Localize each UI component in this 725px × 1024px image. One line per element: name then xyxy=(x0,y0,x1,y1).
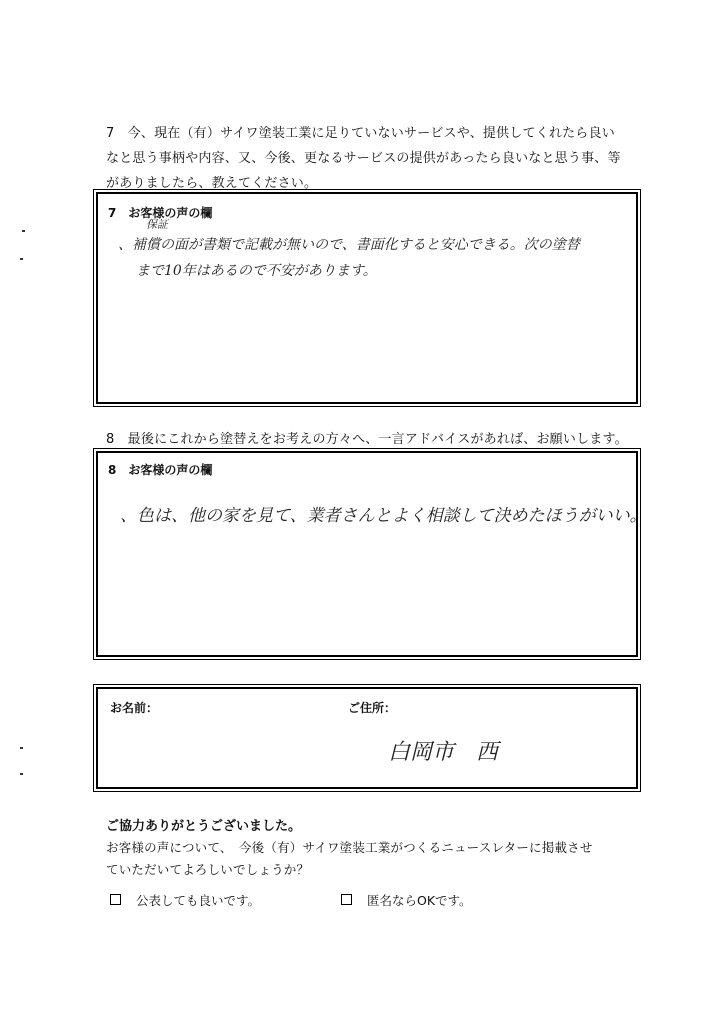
consent-question-line1: お客様の声について、 今後（有）サイワ塗装工業がつくるニュースレターに掲載させ xyxy=(106,840,593,855)
public-ok-checkbox[interactable] xyxy=(110,894,121,905)
consent-question-line2: ていただいてよろしいでしょうか？ xyxy=(106,862,310,877)
q7-box-label: 7 お客様の声の欄 xyxy=(108,206,213,220)
q8-question: 8 最後にこれから塗替えをお考えの方々へ、一言アドバイスがあれば、お願いします。 xyxy=(106,432,628,447)
name-label: お名前： xyxy=(110,701,159,715)
anonymous-ok-checkbox[interactable] xyxy=(341,894,352,905)
q7-question-line3: がありましたら、教えてください。 xyxy=(106,176,318,191)
q7-answer-line1: 、補償の面が書類で記載が無いので、書面化すると安心できる。次の塗替 xyxy=(118,237,580,253)
q8-answer: 、色は、他の家を見て、業者さんとよく相談して決めたほうがいい。 xyxy=(120,506,647,526)
thanks-message: ご協力ありがとうございました。 xyxy=(106,819,302,834)
q7-answer-correction: 保証 xyxy=(146,218,168,231)
scan-speck xyxy=(20,258,23,260)
anonymous-ok-label: 匿名ならOKです。 xyxy=(367,893,472,908)
address-label: ご住所： xyxy=(348,701,397,715)
scan-speck xyxy=(22,230,25,232)
address-value: 白岡市 西 xyxy=(388,740,499,765)
public-ok-label: 公表しても良いです。 xyxy=(136,893,261,908)
scan-speck xyxy=(20,773,23,775)
q7-question-line1: 7 今、現在（有）サイワ塗装工業に足りていないサービスや、提供してくれたら良い xyxy=(106,126,615,141)
q7-answer-line2: まで10年はあるので不安があります。 xyxy=(136,263,377,279)
q7-question-line2: なと思う事柄や内容、又、今後、更なるサービスの提供があったら良いなと思う事、等 xyxy=(106,151,621,166)
q7-answer-box xyxy=(96,192,638,404)
q8-box-label: 8 お客様の声の欄 xyxy=(108,463,213,477)
customer-info-box xyxy=(96,687,638,789)
q8-answer-box xyxy=(96,451,647,657)
scan-speck xyxy=(20,747,23,749)
